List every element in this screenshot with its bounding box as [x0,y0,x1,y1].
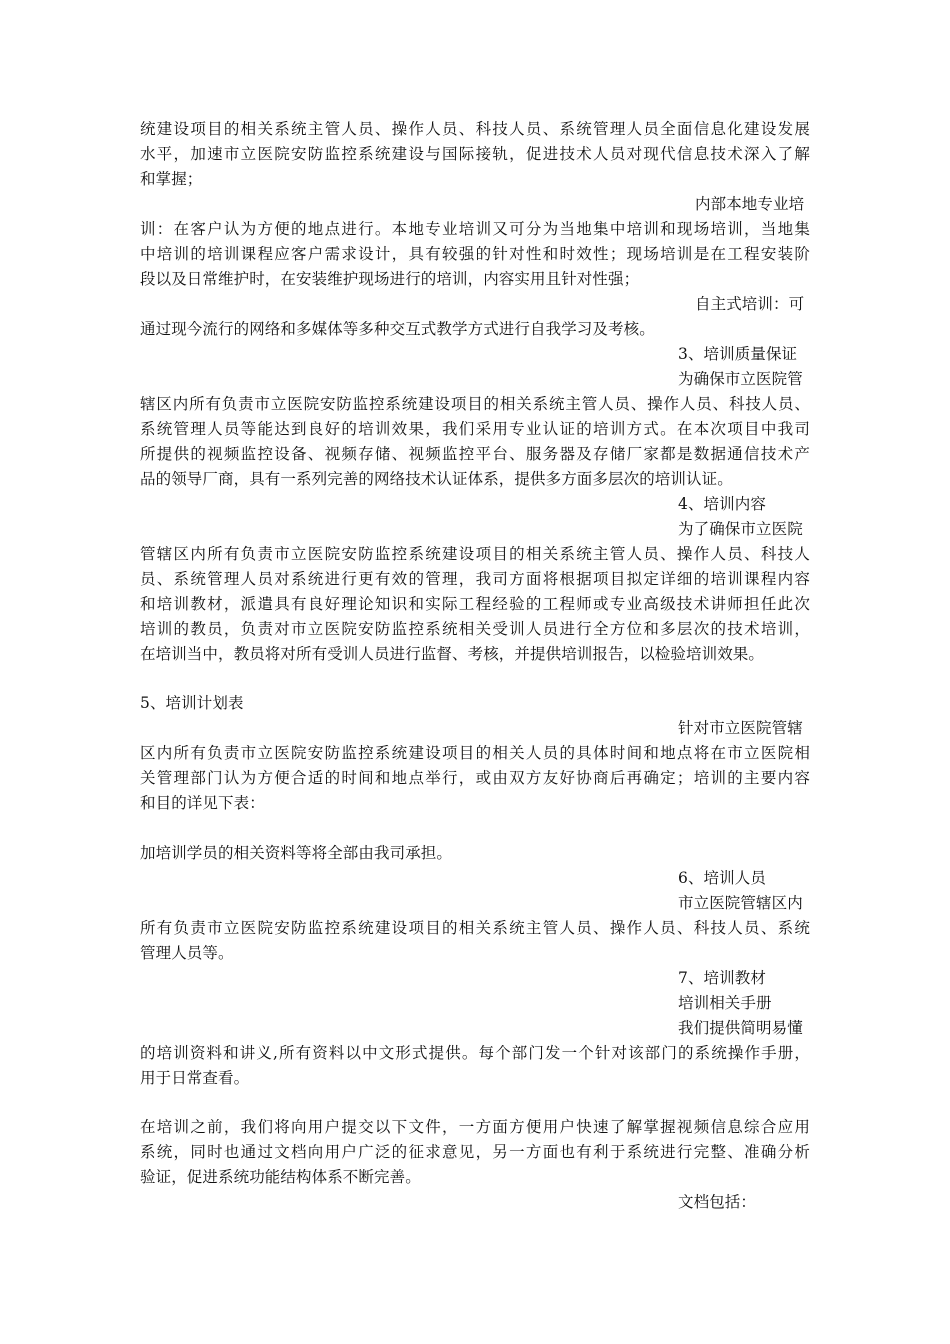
body-text-line: 的培训资料和讲义,所有资料以中文形式提供。每个部门发一个针对该部门的系统操作手册， [140,1044,810,1062]
body-text-line: 水平，加速市立医院安防监控系统建设与国际接轨，促进技术人员对现代信息技术深入了解 [140,145,810,163]
body-text-line: 和培训教材，派遣具有良好理论知识和实际工程经验的工程师或专业高级技术讲师担任此次 [140,595,810,613]
body-text-line: 段以及日常维护时，在安装维护现场进行的培训，内容实用且针对性强； [140,270,640,288]
body-text-line: 系统管理人员等能达到良好的培训效果，我们采用专业认证的培训方式。在本次项目中我司 [140,420,810,438]
body-text-line: 管辖区内所有负责市立医院安防监控系统建设项目的相关系统主管人员、操作人员、科技人 [140,545,810,563]
paragraph-lead-text: 文档包括： [678,1193,757,1211]
section-heading: 6、培训人员 [678,869,766,887]
section-heading: 4、培训内容 [678,495,766,513]
body-text-line: 品的领导厂商，具有一系列完善的网络技术认证体系，提供多方面多层次的培训认证。 [140,470,733,488]
paragraph-lead-text: 内部本地专业培 [695,195,805,213]
body-text-line: 培训的教员，负责对市立医院安防监控系统相关受训人员进行全方位和多层次的技术培训， [140,620,810,638]
body-text-line: 加培训学员的相关资料等将全部由我司承担。 [140,844,453,862]
body-text-line: 区内所有负责市立医院安防监控系统建设项目的相关人员的具体时间和地点将在市立医院相 [140,744,810,762]
body-text-line: 辖区内所有负责市立医院安防监控系统建设项目的相关系统主管人员、操作人员、科技人员、 [140,395,810,413]
body-text-line: 所有负责市立医院安防监控系统建设项目的相关系统主管人员、操作人员、科技人员、系统 [140,919,810,937]
paragraph-lead-text: 为确保市立医院管 [678,370,803,388]
body-text-line: 在培训当中，教员将对所有受训人员进行监督、考核，并提供培训报告，以检验培训效果。 [140,645,765,663]
section-heading: 7、培训教材 [678,969,766,987]
body-text-line: 训：在客户认为方便的地点进行。本地专业培训又可分为当地集中培训和现场培训，当地集 [140,220,810,238]
body-text-line: 管理人员等。 [140,944,234,962]
body-text-line: 验证，促进系统功能结构体系不断完善。 [140,1168,421,1186]
body-text-line: 在培训之前，我们将向用户提交以下文件，一方面方便用户快速了解掌握视频信息综合应用 [140,1118,810,1136]
paragraph-lead-text: 自主式培训：可 [695,295,805,313]
body-text-line: 系统，同时也通过文档向用户广泛的征求意见，另一方面也有利于系统进行完整、准确分析 [140,1143,810,1161]
body-text-line: 关管理部门认为方便合适的时间和地点举行，或由双方友好协商后再确定；培训的主要内容 [140,769,810,787]
body-text-line: 员、系统管理人员对系统进行更有效的管理，我司方面将根据项目拟定详细的培训课程内容 [140,570,810,588]
body-text-line: 通过现今流行的网络和多媒体等多种交互式教学方式进行自我学习及考核。 [140,320,655,338]
body-text-line: 中培训的培训课程应客户需求设计，具有较强的针对性和时效性；现场培训是在工程安装阶 [140,245,810,263]
body-text-line: 所提供的视频监控设备、视频存储、视频监控平台、服务器及存储厂家都是数据通信技术产 [140,445,810,463]
body-text-line: 用于日常查看。 [140,1069,250,1087]
section-heading: 3、培训质量保证 [678,345,798,363]
body-text-line: 和目的详见下表： [140,794,265,812]
subsection-heading: 培训相关手册 [678,994,772,1012]
paragraph-lead-text: 为了确保市立医院 [678,520,803,538]
paragraph-lead-text: 市立医院管辖区内 [678,894,803,912]
body-text-line: 和掌握； [140,170,203,188]
paragraph-lead-text: 针对市立医院管辖 [678,719,803,737]
paragraph-lead-text: 我们提供简明易懂 [678,1019,803,1037]
section-heading: 5、培训计划表 [140,694,244,712]
body-text-line: 统建设项目的相关系统主管人员、操作人员、科技人员、系统管理人员全面信息化建设发展 [140,120,810,138]
